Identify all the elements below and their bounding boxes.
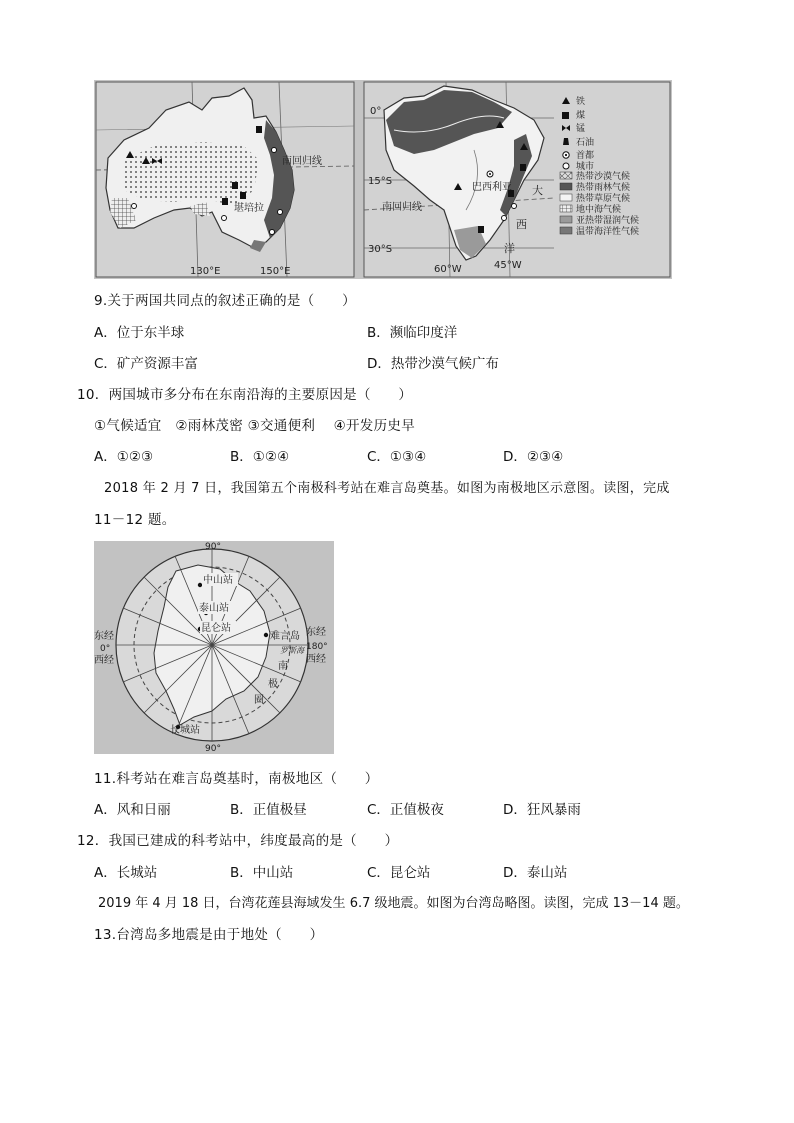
legend-oil-icon — [563, 138, 569, 145]
q11-option-a[interactable]: A．风和日丽 — [94, 802, 171, 818]
au-tropic-label: 南回归线 — [282, 156, 322, 167]
station-taishan-label: 泰山站 — [199, 603, 229, 614]
legend-mediterranean-icon — [560, 205, 572, 212]
australia-desert-area — [124, 142, 259, 206]
left-west-label: 西经 — [94, 655, 114, 666]
top-meridian-label: 90° — [205, 542, 221, 552]
au-canberra-label: 堪培拉 — [234, 203, 264, 214]
br-brasilia-label: 巴西利亚 — [472, 182, 512, 193]
station-nanyan-label: 难言岛 — [270, 631, 300, 642]
legend-label-manganese: 锰 — [576, 124, 586, 134]
left-east-label: 东经 — [94, 631, 114, 642]
legend-subtropical-icon — [560, 216, 572, 223]
intro-11-12-line2: 11－12 题。 — [94, 512, 176, 528]
intro-13-14-line1: 2019 年 4 月 18 日，台湾花莲县海域发生 6.7 级地震。如图为台湾岛略图。读图，完成 13－14 题。 — [98, 896, 689, 911]
legend-label-rainforest: 热带雨林气候 — [576, 183, 631, 193]
antarctica-svg — [94, 541, 334, 754]
circle-label-1: 南 — [278, 661, 288, 672]
legend-coal-icon — [562, 112, 569, 119]
br-lat-15-label: 15°S — [368, 176, 393, 187]
q12-option-a[interactable]: A．长城站 — [94, 865, 158, 881]
question-10-stem: 10．两国城市多分布在东南沿海的主要原因是（ ） — [77, 387, 413, 403]
br-lat-0-label: 0° — [370, 106, 382, 117]
nanyan-island-marker — [264, 633, 268, 637]
br-lat-30-label: 30°S — [368, 244, 393, 255]
legend-label-oil: 石油 — [576, 138, 595, 148]
q12-option-b[interactable]: B．中山站 — [230, 865, 294, 881]
br-lon-60-label: 60°W — [434, 264, 462, 275]
q10-option-d[interactable]: D．②③④ — [503, 449, 564, 465]
intro-11-12-line1: 2018 年 2 月 7 日，我国第五个南极科考站在难言岛奠基。如图为南极地区示意图。读图，完成 — [104, 481, 670, 496]
question-12-stem: 12．我国已建成的科考站中，纬度最高的是（ ） — [77, 833, 399, 849]
legend-label-savanna: 热带草原气候 — [576, 194, 631, 204]
station-changcheng-label: 长城站 — [170, 725, 200, 736]
q11-option-b[interactable]: B．正值极昼 — [230, 802, 307, 818]
q10-option-c[interactable]: C．①③④ — [367, 449, 427, 465]
legend-label-capital: 首都 — [576, 151, 595, 161]
br-atlantic-2-label: 西 — [516, 218, 527, 231]
br-atlantic-3-label: 洋 — [504, 242, 515, 255]
question-10-items: ①气候适宜 ②雨林茂密 ③交通便利 ④开发历史早 — [94, 418, 415, 434]
figure-australia-brazil-map — [94, 80, 672, 279]
legend-savanna-icon — [560, 194, 572, 201]
legend-rainforest-icon — [560, 183, 572, 190]
question-11-stem: 11.科考站在难言岛奠基时，南极地区（ ） — [94, 771, 379, 787]
legend-label-desert: 热带沙漠气候 — [576, 172, 631, 182]
right-180-label: 180° — [306, 642, 328, 652]
q9-option-c[interactable]: C．矿产资源丰富 — [94, 356, 198, 372]
legend-oceanic-icon — [560, 227, 572, 234]
legend-label-oceanic: 温带海洋性气候 — [576, 227, 640, 237]
right-east-label: 东经 — [306, 627, 326, 638]
au-lon-150-label: 150°E — [260, 266, 291, 277]
legend-city-icon — [563, 163, 569, 169]
q11-option-d[interactable]: D．狂风暴雨 — [503, 802, 581, 818]
question-9-stem: 9.关于两国共同点的叙述正确的是（ ） — [94, 293, 356, 309]
station-kunlun-label: 昆仑站 — [201, 623, 231, 634]
br-atlantic-1-label: 大 — [532, 184, 543, 197]
q9-option-b[interactable]: B．濒临印度洋 — [367, 325, 458, 341]
station-zhongshan-label: 中山站 — [203, 575, 233, 586]
q9-option-d[interactable]: D．热带沙漠气候广布 — [367, 356, 499, 372]
ross-sea-label: 罗斯海 — [280, 646, 304, 655]
q12-option-c[interactable]: C．昆仑站 — [367, 865, 431, 881]
right-west-label: 西经 — [306, 654, 326, 665]
left-zero-label: 0° — [100, 644, 111, 654]
q10-option-a[interactable]: A．①②③ — [94, 449, 154, 465]
legend-label-coal: 煤 — [576, 111, 586, 121]
legend-label-city: 城市 — [576, 162, 595, 172]
circle-label-2: 极 — [268, 679, 278, 690]
question-13-stem: 13.台湾岛多地震是由于地处（ ） — [94, 927, 324, 943]
bottom-meridian-label: 90° — [205, 744, 221, 754]
q12-option-d[interactable]: D．泰山站 — [503, 865, 568, 881]
q9-option-a[interactable]: A．位于东半球 — [94, 325, 185, 341]
legend-label-iron: 铁 — [576, 97, 586, 107]
q10-option-b[interactable]: B．①②④ — [230, 449, 290, 465]
br-lon-45-label: 45°W — [494, 260, 522, 271]
circle-label-3: 圈 — [254, 695, 264, 706]
map-figure-svg — [94, 80, 672, 279]
figure-antarctica-map — [94, 541, 334, 754]
legend-desert-icon — [560, 172, 572, 179]
au-lon-130-label: 130°E — [190, 266, 221, 277]
legend-label-subtropical: 亚热带湿润气候 — [576, 216, 640, 226]
q11-option-c[interactable]: C．正值极夜 — [367, 802, 444, 818]
legend-label-mediterranean: 地中海气候 — [576, 205, 622, 215]
br-tropic-label: 南回归线 — [382, 202, 422, 213]
zhongshan-marker — [198, 583, 202, 587]
